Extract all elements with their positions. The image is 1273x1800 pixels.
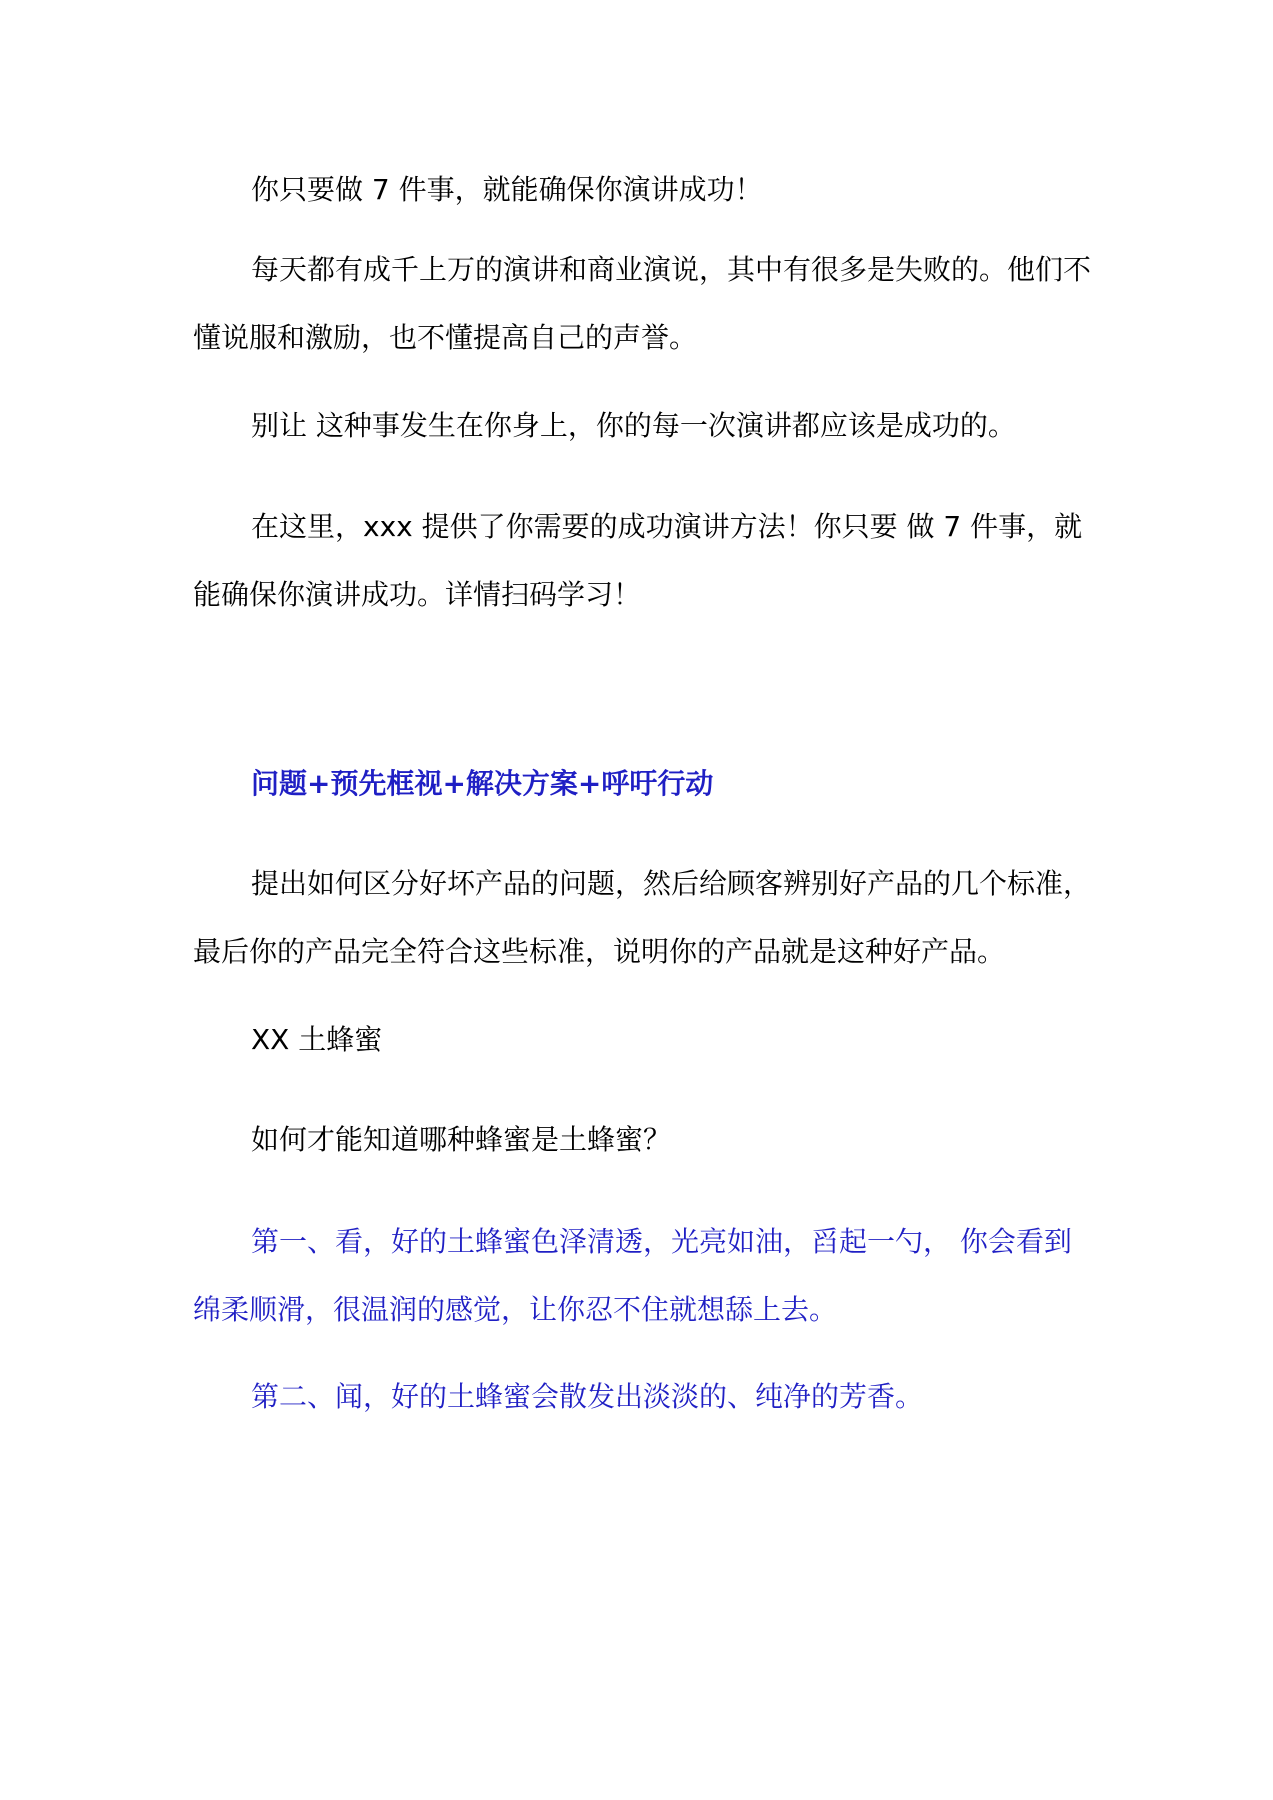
paragraph-failure: 每天都有成千上万的演讲和商业演说，其中有很多是失败的。他们不懂说服和激励，也不懂提高自己的声誉。 (193, 253, 1092, 354)
section-heading: 问题+预先框视+解决方案+呼吁行动 (251, 767, 714, 800)
paragraph-second-smell: 第二、闻，好的土蜂蜜会散发出淡淡的、纯净的芳香。 (251, 1380, 924, 1413)
paragraph-intro: 你只要做 7 件事，就能确保你演讲成功！ (251, 173, 763, 206)
paragraph-product-name: XX 土蜂蜜 (251, 1023, 383, 1056)
paragraph-success: 别让 这种事发生在你身上，你的每一次演讲都应该是成功的。 (251, 409, 1016, 442)
paragraph-first-look: 第一、看，好的土蜂蜜色泽清透，光亮如油，舀起一勺， 你会看到绵柔顺滑，很温润的感觉，让你忍不住就想舔上去。 (193, 1225, 1072, 1326)
paragraph-method: 在这里，xxx 提供了你需要的成功演讲方法！你只要 做 7 件事，就能确保你演讲成功。详情扫码学习！ (193, 510, 1083, 611)
paragraph-question: 如何才能知道哪种蜂蜜是土蜂蜜？ (251, 1123, 672, 1156)
paragraph-product-standard: 提出如何区分好坏产品的问题，然后给顾客辨别好产品的几个标准，最后你的产品完全符合这些标准，说明你的产品就是这种好产品。 (193, 867, 1092, 968)
